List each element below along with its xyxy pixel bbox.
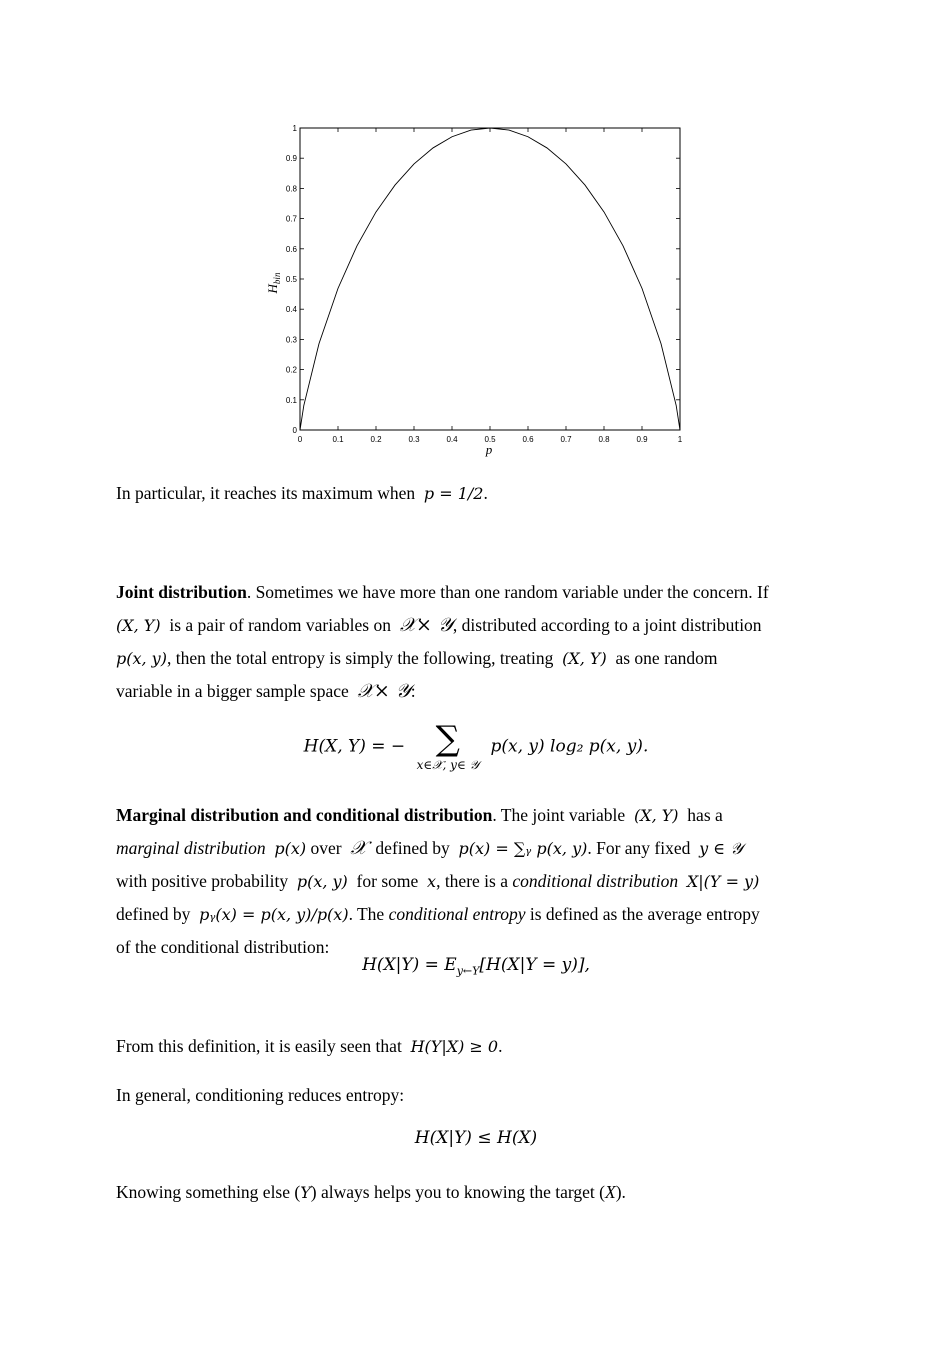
paragraph-nonnegative: From this definition, it is easily seen that H(Y|X) ≥ 0.: [116, 1036, 503, 1056]
y-tick-label: 0: [292, 426, 297, 435]
plot-frame: [300, 128, 680, 430]
y-tick-label: 0.9: [285, 154, 297, 164]
marginal-heading: Marginal distribution and conditional distribution: [116, 805, 493, 825]
x-tick-label: 0.2: [370, 435, 382, 444]
x-tick-label: 0.3: [408, 435, 420, 444]
y-axis-label: $H_{bin}$: [265, 272, 282, 294]
y-tick-label: 0.2: [285, 365, 297, 375]
paragraph-conditioning: In general, conditioning reduces entropy:: [116, 1085, 405, 1105]
y-ticks: [286, 124, 680, 435]
paragraph-joint-distribution: Joint distribution. Sometimes we have more than one random variable under the concern. If (X, Y) is a pair of random variables on 𝒳× 𝒴, distributed according to a joint distribution p(x, y), then the total entropy is simply the following, treating (X, Y) as one random variable in a bigger sample space 𝒳× 𝒴:: [116, 582, 769, 702]
entropy-curve: [300, 128, 680, 430]
x-tick-label: 0.8: [598, 435, 610, 444]
x-tick-label: 0.7: [560, 435, 572, 444]
joint-distribution-heading: Joint distribution: [116, 582, 247, 602]
x-tick-label: 0.1: [332, 435, 344, 444]
equation-joint-entropy: H(X, Y) = − ∑ x∈𝒳, y∈ 𝒴 p(x, y) log₂ p(x, y).: [303, 719, 649, 772]
x-tick-label: 0.9: [636, 435, 648, 444]
y-tick-label: 0.6: [285, 244, 297, 254]
equation-conditional-entropy: $H(X|Y) = E_{y\leftarrow Y}[H(X|Y = y)]$,: [362, 955, 590, 978]
y-tick-label: 0.5: [285, 275, 297, 284]
y-tick-label: 0.3: [285, 335, 297, 345]
x-ticks: [298, 128, 683, 444]
paragraph-marginal-conditional: Marginal distribution and conditional distribution. The joint variable (X, Y) has a marginal distribution p(x) over 𝒳 defined by p(x) = ∑ᵧ p(x, y). For any fixed y ∈ 𝒴 with positive probability p(x, y) for some x, there is a conditional distribution X|(Y = y) defined by pᵧ(x) = p(x, y)/p(x). The conditional entropy is defined as the average entropy of the conditional distribution:: [116, 805, 760, 957]
x-tick-label: 0.4: [446, 435, 458, 444]
y-tick-label: 0.1: [285, 395, 297, 405]
y-tick-label: 0.8: [285, 184, 297, 194]
y-tick-label: 0.7: [285, 214, 297, 224]
x-axis-label: p: [485, 442, 493, 457]
paragraph-knowing: Knowing something else (Y) always helps you to knowing the target (X).: [116, 1182, 626, 1202]
binary-entropy-chart: [250, 115, 710, 465]
y-tick-label: 0.4: [285, 305, 297, 315]
x-tick-label: 0.6: [522, 435, 534, 444]
x-tick-label: 0.5: [484, 435, 496, 444]
paragraph-maximum: In particular, it reaches its maximum when p = 1/2.: [116, 483, 488, 503]
y-tick-label: 1: [292, 124, 297, 133]
x-tick-label: 0: [297, 435, 303, 444]
equation-conditioning-inequality: H(X|Y) ≤ H(X): [414, 1128, 538, 1148]
x-tick-label: 1: [677, 435, 683, 444]
